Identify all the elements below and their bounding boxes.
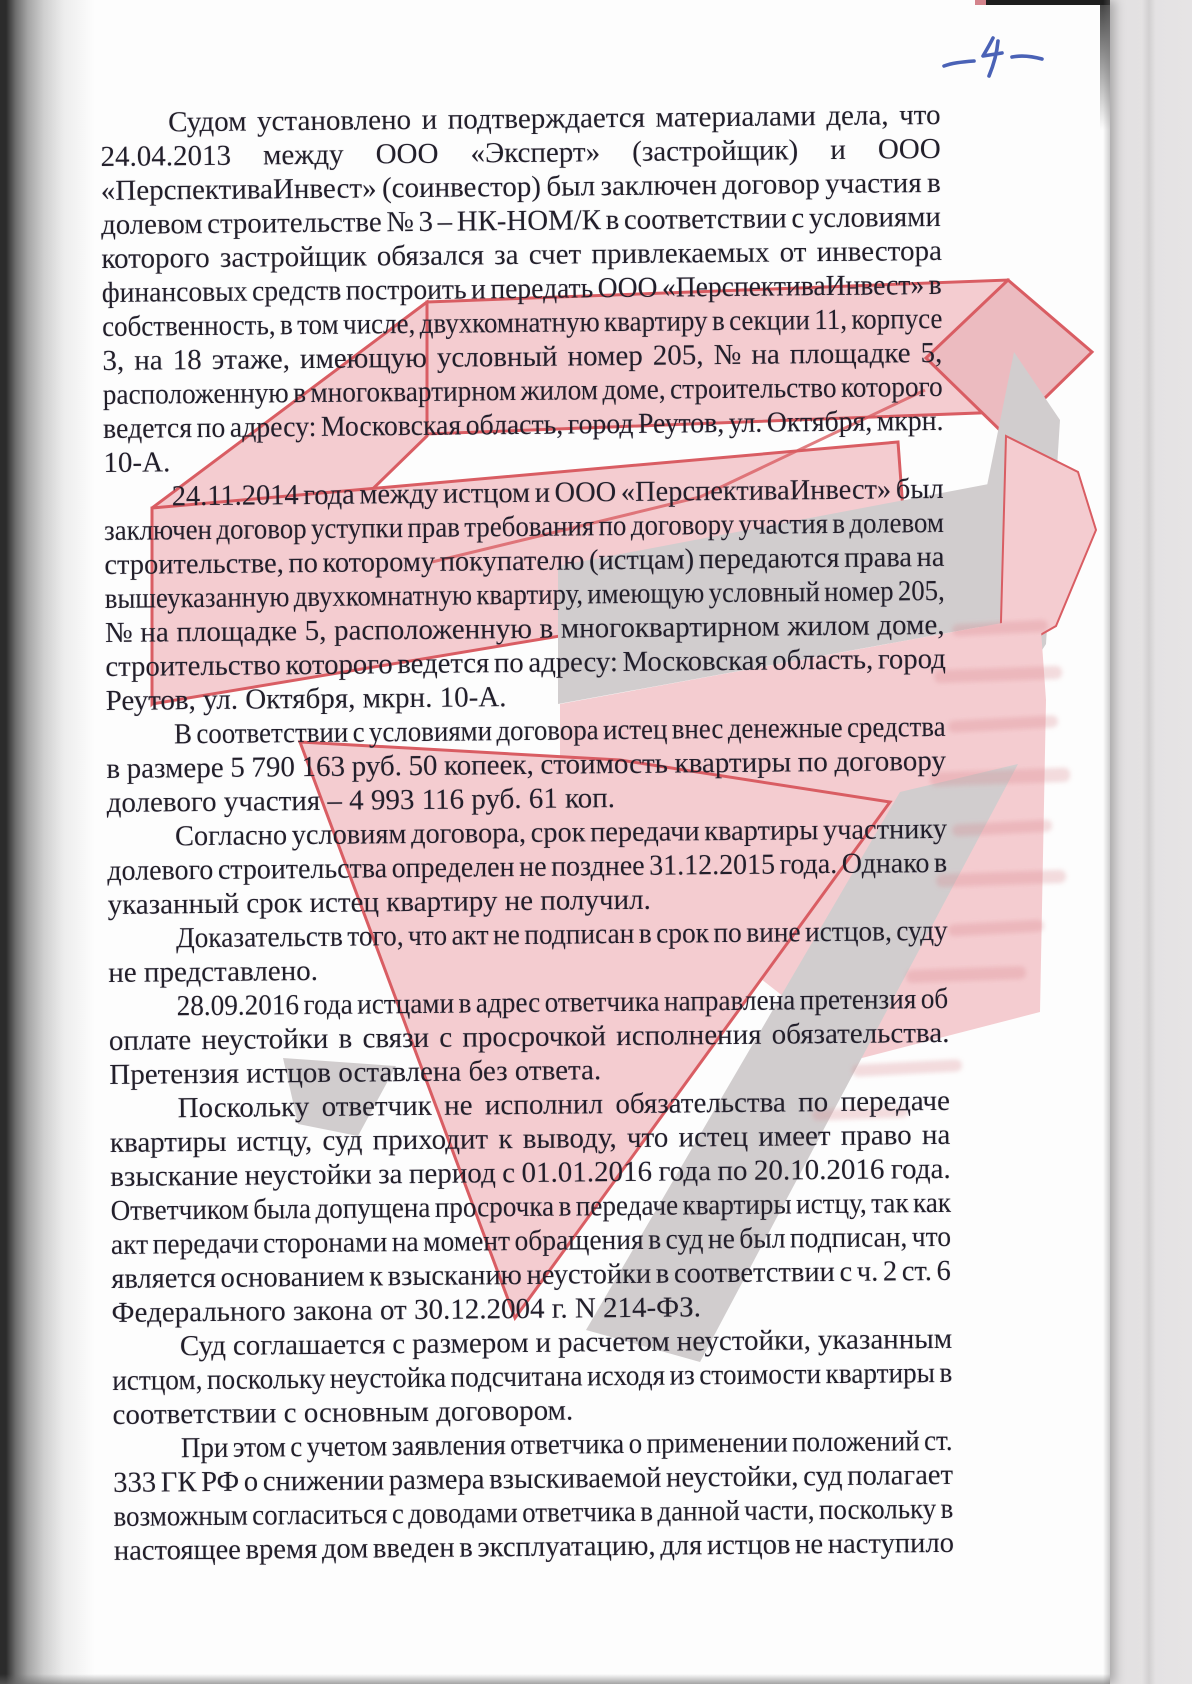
text-line-content: 24.11.2014 года между истцом и ООО «ПерспективаИнвест» был: [171, 472, 944, 513]
text-line-content: вышеуказанную двухкомнатную квартиру, имеющую условный номер 205,: [104, 574, 945, 615]
text-line-content: 24.04.2013 между ООО «Эксперт» (застройщик) и ООО: [100, 132, 941, 173]
text-line-content: является основанием к взысканию неустойки в соответствии с ч. 2 ст. 6: [111, 1254, 951, 1295]
text-line-content: Судом установлено и подтверждается материалами дела, что: [168, 98, 941, 139]
text-line-content: Федерального закона от 30.12.2004 г. N 214-ФЗ.: [111, 1291, 702, 1329]
text-line-content: оплате неустойки в связи с просрочкой исполнения обязательства.: [108, 1016, 950, 1057]
text-line-content: Суд соглашается с размером и расчетом неустойки, указанным: [179, 1322, 953, 1363]
scanner-crease: [1142, 0, 1156, 1684]
text-line-content: истцом, поскольку неустойка подсчитана исходя из стоимости квартиры в: [112, 1356, 953, 1397]
text-line-content: взыскание неустойки за период с 01.01.2016 года по 20.10.2016 года.: [110, 1152, 951, 1193]
text-line-content: 333 ГК РФ о снижении размера взыскиваемой неустойки, суд полагает: [113, 1458, 954, 1499]
text-line-content: Реутов, ул. Октября, мкрн. 10-А.: [105, 681, 507, 717]
text-line-content: долевого участия – 4 993 116 руб. 61 коп.: [106, 782, 616, 819]
text-line-content: финансовых средств построить и передать ООО «ПерспективаИнвест» в: [101, 268, 942, 309]
text-line-content: При этом с учетом заявления ответчика о применении положений ст.: [180, 1424, 953, 1465]
handwritten-dash-right: [1012, 56, 1042, 59]
text-line-content: настоящее время дом введен в эксплуатацию, для истцов не наступило: [113, 1526, 955, 1567]
text-line-content: соответствии с основным договором.: [112, 1394, 574, 1431]
text-line-content: возможным согласиться с доводами ответчика в данной части, поскольку в: [113, 1492, 954, 1533]
text-line-content: долевого строительства определен не позднее 31.12.2015 года. Однако в: [107, 846, 948, 887]
scan-top-dark-strip: [986, 0, 1110, 5]
text-line-content: собственность, в том числе, двухкомнатную квартиру в секции 11, корпусе: [101, 302, 943, 343]
text-line-content: строительство которого ведется по адресу: Московская область, город: [105, 642, 946, 683]
text-line-content: в размере 5 790 163 руб. 50 копеек, стоимость квартиры по договору: [106, 744, 947, 785]
text-line-content: Согласно условиям договора, срок передачи квартиры участнику: [174, 812, 948, 853]
text-line-content: расположенную в многоквартирном жилом доме, строительство которого: [102, 370, 943, 411]
text-line-content: квартиры истцу, суд приходит к выводу, что истец имеет право на: [109, 1118, 951, 1159]
text-line-content: «ПерспективаИнвест» (соинвестор) был заключен договор участия в: [100, 166, 941, 207]
scan-top-pink-strip: [975, 0, 986, 5]
text-line-content: Ответчиком была допущена просрочка в передаче квартиры истцу, так как: [110, 1186, 952, 1227]
text-line-content: № на площадке 5, расположенную в многоквартирном жилом доме,: [104, 608, 945, 649]
text-line-content: долевом строительстве № 3 – НК-НОМ/К в соответствии с условиями: [100, 200, 941, 241]
text-line-content: которого застройщик обязался за счет привлекаемых от инвестора: [101, 234, 943, 275]
text-line-content: 28.09.2016 года истцами в адрес ответчика направлена претензия об: [176, 982, 949, 1023]
text-line-content: 10-А.: [103, 446, 171, 479]
text-block: [100, 98, 954, 1568]
text-line-content: Претензия истцов оставлена без ответа.: [109, 1054, 602, 1091]
text-line-content: строительстве, по которому покупателю (истцам) передаются права на: [104, 540, 945, 581]
text-line-content: Поскольку ответчик не исполнил обязательства по передаче: [177, 1084, 951, 1125]
text-line-content: указанный срок истец квартиру не получил.: [107, 883, 651, 921]
handwritten-dash-left: [944, 61, 974, 66]
paper-right-edge: [1103, 0, 1110, 1684]
handwritten-page-number: [930, 20, 1060, 90]
text-line-content: акт передачи сторонами на момент обращения в суд не был подписан, что: [110, 1220, 952, 1261]
text-line-content: В соответствии с условиями договора истец внес денежные средства: [173, 710, 946, 751]
text-line-content: заключен договор уступки прав требования по договору участия в долевом: [103, 506, 945, 547]
text-line-content: 3, на 18 этаже, имеющую условный номер 205, № на площадке 5,: [102, 336, 943, 377]
text-line-content: ведется по адресу: Московская область, город Реутов, ул. Октября, мкрн.: [102, 404, 944, 445]
text-line-content: не представлено.: [108, 954, 319, 989]
scan-bottom-edge-shadow: [0, 1674, 1110, 1684]
text-line-content: Доказательств того, что акт не подписан в срок по вине истцов, суду: [175, 914, 948, 955]
